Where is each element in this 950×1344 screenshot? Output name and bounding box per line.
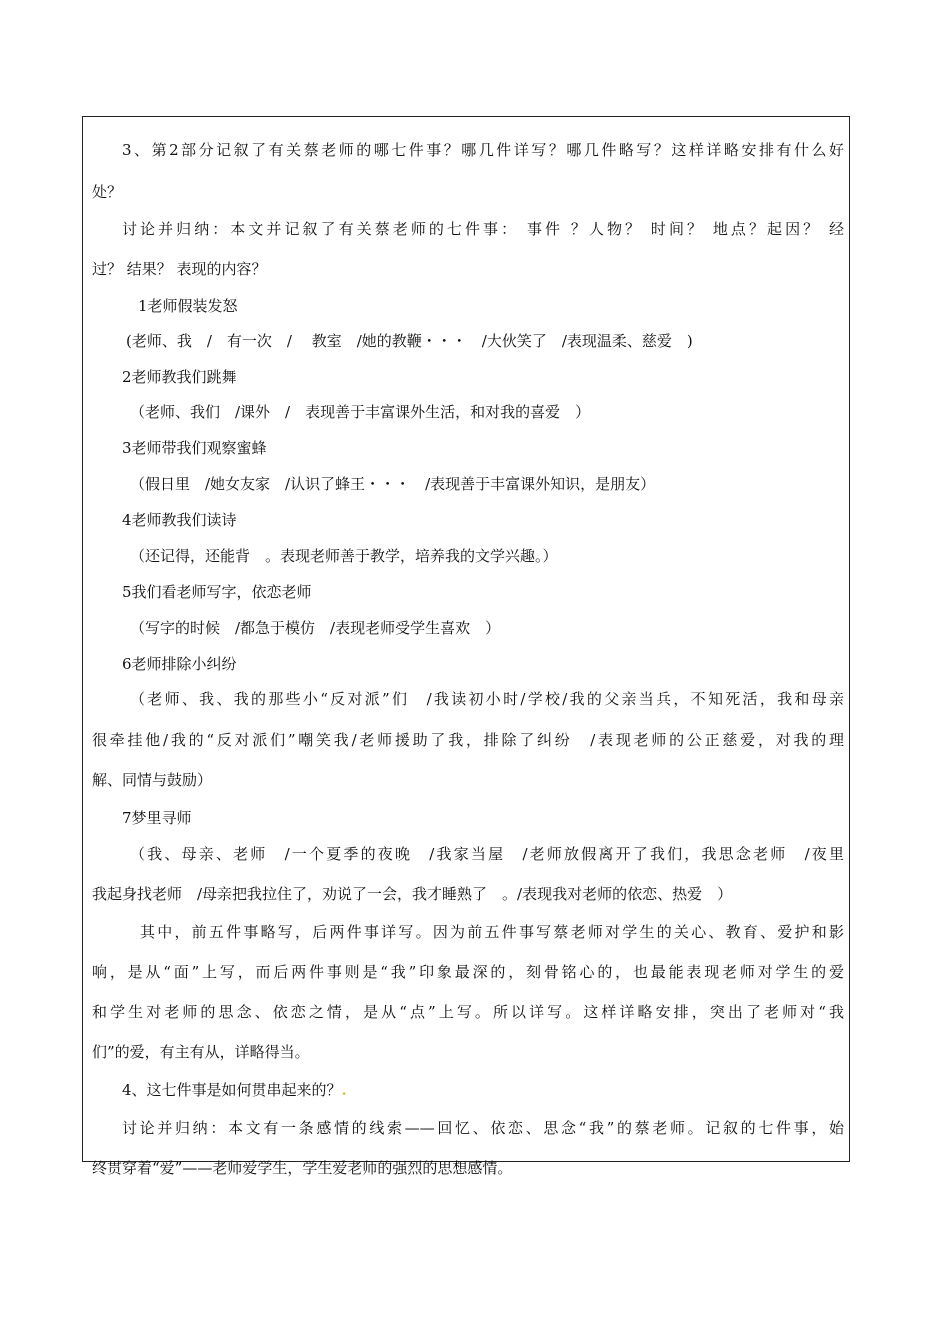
text-line: （老师、我、我的那些小“反对派”们 /我读初小时/学校/我的父亲当兵，不知死活，我和母亲 [130, 690, 844, 708]
text-line: 过？ 结果？ 表现的内容？ [92, 260, 267, 278]
text-line: 6老师排除小纠纷 [122, 655, 237, 673]
text-line: 终贯穿着“爱”——老师爱学生，学生爱老师的强烈的思想感情。 [92, 1159, 513, 1177]
text-line: 和学生对老师的思念、依恋之情，是从“点”上写。所以详写。这样详略安排，突出了老师对“我 [92, 1003, 844, 1021]
text-line: （老师、我们 /课外 / 表现善于丰富课外生活，和对我的喜爱 ） [130, 403, 591, 421]
text-line: 讨论并归纳：本文有一条感情的线索——回忆、依恋、思念“我”的蔡老师。记叙的七件事，始 [122, 1119, 844, 1137]
text-line: 2老师教我们跳舞 [122, 368, 237, 386]
text-line: 讨论并归纳：本文并记叙了有关蔡老师的七件事： 事件 ？人物？ 时间？ 地点？起因？ 经 [122, 220, 844, 238]
text-line: 4、这七件事是如何贯串起来的？. [122, 1081, 347, 1099]
text-line: 3老师带我们观察蜜蜂 [122, 439, 267, 457]
text-line: （假日里 /她女友家 /认识了蜂王・・・ /表现善于丰富课外知识，是朋友） [130, 475, 656, 493]
text-line: 们”的爱，有主有从，详略得当。 [92, 1043, 310, 1061]
text-line: 我起身找老师 /母亲把我拉住了，劝说了一会，我才睡熟了 。/表现我对老师的依恋、热爱 ） [92, 885, 733, 903]
text-line: 5我们看老师写字，依恋老师 [122, 583, 312, 601]
text-line: （我、母亲、老师 /一个夏季的夜晚 /我家当屋 /老师放假离开了我们，我思念老师 /夜里 [130, 845, 844, 863]
text-line: （还记得，还能背 。表现老师善于教学，培养我的文学兴趣。） [130, 547, 558, 565]
text-line: （写字的时候 /都急于模仿 /表现老师受学生喜欢 ） [130, 619, 501, 637]
text-line: 很牵挂他/我的“反对派们”嘲笑我/老师援助了我，排除了纠纷 /表现老师的公正慈爱，对我的理 [92, 731, 844, 749]
text-line: (老师、我 / 有一次 / 教室 /她的教鞭・・・ /大伙笑了 /表现温柔、慈爱 ) [126, 332, 693, 350]
text-line: 其中，前五件事略写，后两件事详写。因为前五件事写蔡老师对学生的关心、教育、爱护和影 [140, 923, 844, 941]
text-line: 4老师教我们读诗 [122, 511, 237, 529]
text-line: 1老师假装发怒 [138, 297, 238, 315]
text-line: 处？ [92, 183, 123, 201]
highlight-mark: . [341, 1081, 347, 1099]
text-line: 解、同情与鼓励） [92, 771, 213, 789]
text-line: 3、第2部分记叙了有关蔡老师的哪七件事？哪几件详写？哪几件略写？这样详略安排有什么好 [122, 141, 844, 159]
text-line: 7梦里寻师 [122, 809, 192, 827]
text-line: 响，是从“面”上写，而后两件事则是“我”印象最深的，刻骨铭心的，也最能表现老师对学生的爱 [92, 963, 844, 981]
